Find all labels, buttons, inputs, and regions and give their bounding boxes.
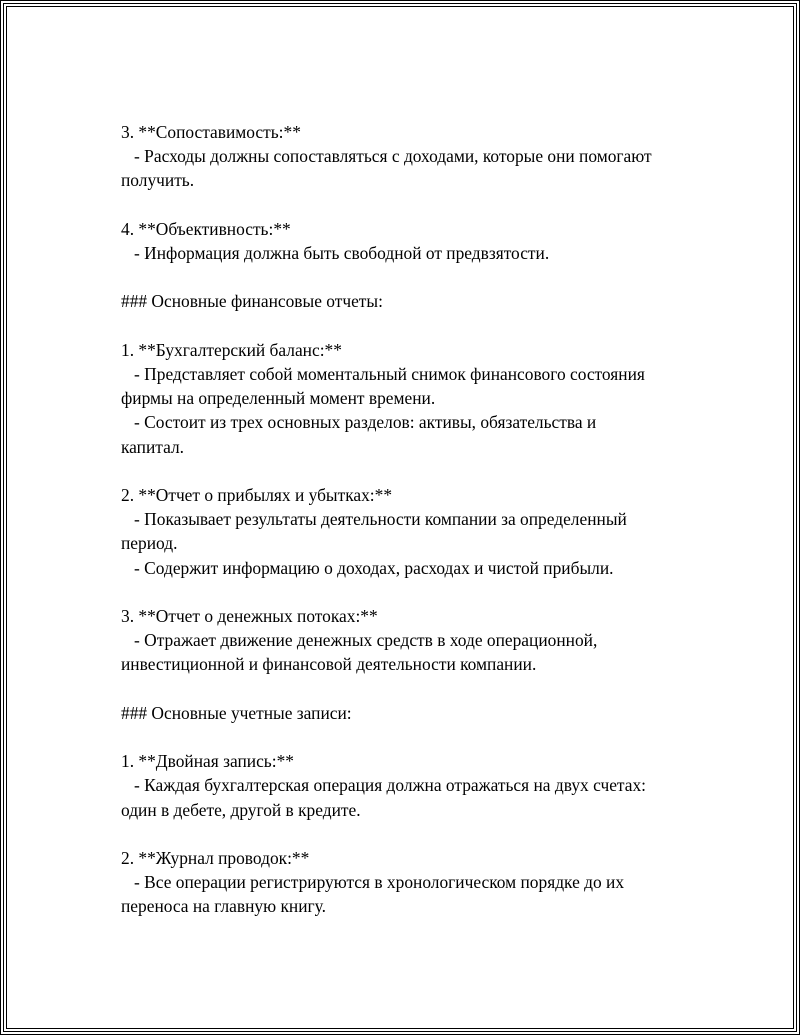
list-item-bullet: - Отражает движение денежных средств в ходе операционной, (121, 630, 598, 651)
blank-line (121, 725, 721, 749)
list-item-title: 3. **Отчет о денежных потоках:** (121, 605, 378, 626)
blank-line (121, 580, 721, 604)
list-item-continuation: капитал. (121, 436, 184, 457)
document-body (121, 120, 721, 919)
list-item-title: 2. **Журнал проводок:** (121, 847, 310, 868)
blank-line (121, 459, 721, 483)
list-item-continuation: фирмы на определенный момент времени. (121, 388, 436, 409)
list-item-title: 2. **Отчет о прибылях и убытках:** (121, 484, 393, 505)
list-item-bullet: - Представляет собой моментальный снимок финансового состояния (121, 363, 645, 384)
list-item-bullet: - Состоит из трех основных разделов: активы, обязательства и (121, 412, 597, 433)
list-item-bullet: - Информация должна быть свободной от предвзятости. (121, 243, 550, 263)
list-item-title: 1. **Двойная запись:** (121, 751, 294, 772)
list-item-continuation: переноса на главную книгу. (121, 896, 326, 917)
list-item-continuation: один в дебете, другой в кредите. (121, 799, 361, 820)
blank-line (121, 265, 721, 289)
blank-line (121, 822, 721, 846)
section-heading: ### Основные учетные записи: (121, 702, 352, 723)
section-heading: ### Основные финансовые отчеты: (121, 291, 383, 312)
list-item-bullet: - Содержит информацию о доходах, расходах и чистой прибыли. (121, 557, 614, 578)
list-item-title: 4. **Объективность:** (121, 218, 291, 239)
list-item-continuation: получить. (121, 170, 195, 191)
list-item-bullet: - Все операции регистрируются в хронологическом порядке до их (121, 872, 625, 893)
list-item-bullet: - Расходы должны сопоставляться с доходами, которые они помогают (121, 146, 652, 167)
blank-line (121, 314, 721, 338)
list-item-continuation: инвестиционной и финансовой деятельности компании. (121, 654, 537, 675)
blank-line (121, 193, 721, 217)
list-item-bullet: - Показывает результаты деятельности компании за определенный (121, 509, 627, 530)
blank-line (121, 677, 721, 701)
list-item-title: 3. **Сопоставимость:** (121, 122, 301, 142)
list-item-bullet: - Каждая бухгалтерская операция должна отражаться на двух счетах: (121, 775, 646, 796)
list-item-continuation: период. (121, 533, 178, 554)
list-item-title: 1. **Бухгалтерский баланс:** (121, 339, 342, 360)
